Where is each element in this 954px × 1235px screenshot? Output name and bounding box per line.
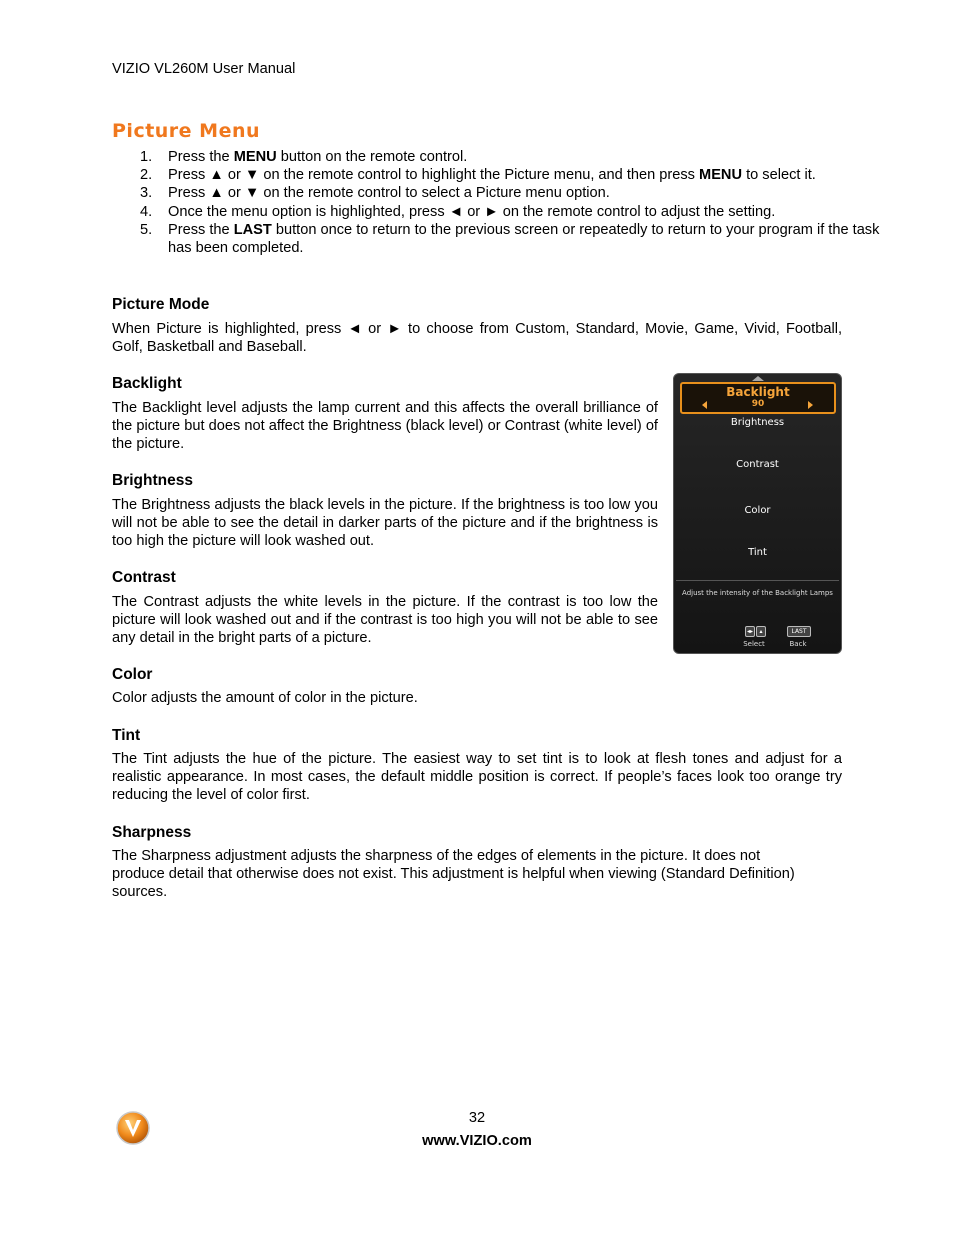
tint-heading: Tint — [112, 727, 141, 744]
contrast-text: The Contrast adjusts the white levels in the picture. If the contrast is too low the picture will look washed out and if the contrast is too high you will not be able to see any detail in the bright parts of a picture. — [112, 594, 658, 647]
step-item: 1. Press the MENU button on the remote control. — [140, 149, 468, 165]
picture-mode-text: When Picture is highlighted, press ◄ or ► to choose from Custom, Standard, Movie, Game, Vivid, Football, Golf, Basketball and Baseball. — [112, 321, 842, 356]
color-text: Color adjusts the amount of color in the picture. — [112, 690, 418, 706]
brightness-heading: Brightness — [112, 472, 193, 489]
step-item: 3. Press ▲ or ▼ on the remote control to select a Picture menu option. — [140, 185, 610, 202]
tv-menu-item: Contrast — [736, 459, 779, 470]
step-item: 4. Once the menu option is highlighted, press ◄ or ► on the remote control to adjust the setting. — [140, 203, 776, 220]
manual-title: VIZIO VL260M User Manual — [112, 61, 296, 77]
tv-menu-item: Tint — [748, 547, 767, 558]
select-label: Select — [743, 640, 765, 648]
backlight-text: The Backlight level adjusts the lamp current and this affects the overall brilliance of the picture but does not affect the Brightness (black level) or Contrast (white level) of the picture. — [112, 400, 658, 453]
step-item: 5. Press the LAST button once to return to the previous screen or repeatedly to return to your program if the task has been completed. — [140, 221, 880, 257]
section-title: Picture Menu — [112, 120, 261, 142]
tv-divider — [676, 580, 839, 581]
picture-mode-heading: Picture Mode — [112, 296, 210, 313]
last-key-icon: LAST — [787, 626, 811, 637]
back-label: Back — [789, 640, 807, 648]
tv-menu-item: Color — [744, 505, 771, 516]
arrow-left-icon — [702, 401, 707, 409]
website-link[interactable]: www.VIZIO.com — [422, 1133, 532, 1149]
step-item: 2. Press ▲ or ▼ on the remote control to highlight the Picture menu, and then press MENU to select it. — [140, 167, 816, 184]
sharpness-text: The Sharpness adjustment adjusts the sharpness of the edges of elements in the picture. It does not produce detail that otherwise does not exist. This adjustment is helpful when viewing (Standard Definition) sources. — [112, 848, 795, 901]
sharpness-heading: Sharpness — [112, 824, 192, 841]
tv-selected-value: 90 — [751, 399, 765, 409]
steps-list — [112, 148, 898, 257]
color-heading: Color — [112, 666, 153, 683]
tv-selected-option — [680, 382, 836, 414]
backlight-heading: Backlight — [112, 375, 182, 392]
tv-help-text: Adjust the intensity of the Backlight Lamps — [682, 589, 833, 597]
tv-menu-item: Brightness — [730, 417, 785, 428]
arrow-right-icon — [808, 401, 813, 409]
tint-text: The Tint adjusts the hue of the picture. The easiest way to set tint is to look at flesh tones and adjust for a realistic appearance. In most cases, the default middle position is correct. If people’s faces look too orange try reducing the level of color first. — [112, 751, 842, 804]
select-left-right-icon: ◂▸ — [746, 628, 754, 635]
brightness-text: The Brightness adjusts the black levels in the picture. If the brightness is too low you will not be able to see the detail in darker parts of the picture and if the brightness is too high the picture will look washed out. — [112, 497, 658, 550]
select-up-down-icon: ▴ — [756, 626, 766, 637]
page-number: 32 — [468, 1110, 486, 1126]
tv-selected-label: Backlight — [726, 385, 790, 399]
tv-picture-menu-screenshot — [673, 373, 842, 654]
scroll-up-icon — [752, 376, 764, 381]
contrast-heading: Contrast — [112, 569, 176, 586]
